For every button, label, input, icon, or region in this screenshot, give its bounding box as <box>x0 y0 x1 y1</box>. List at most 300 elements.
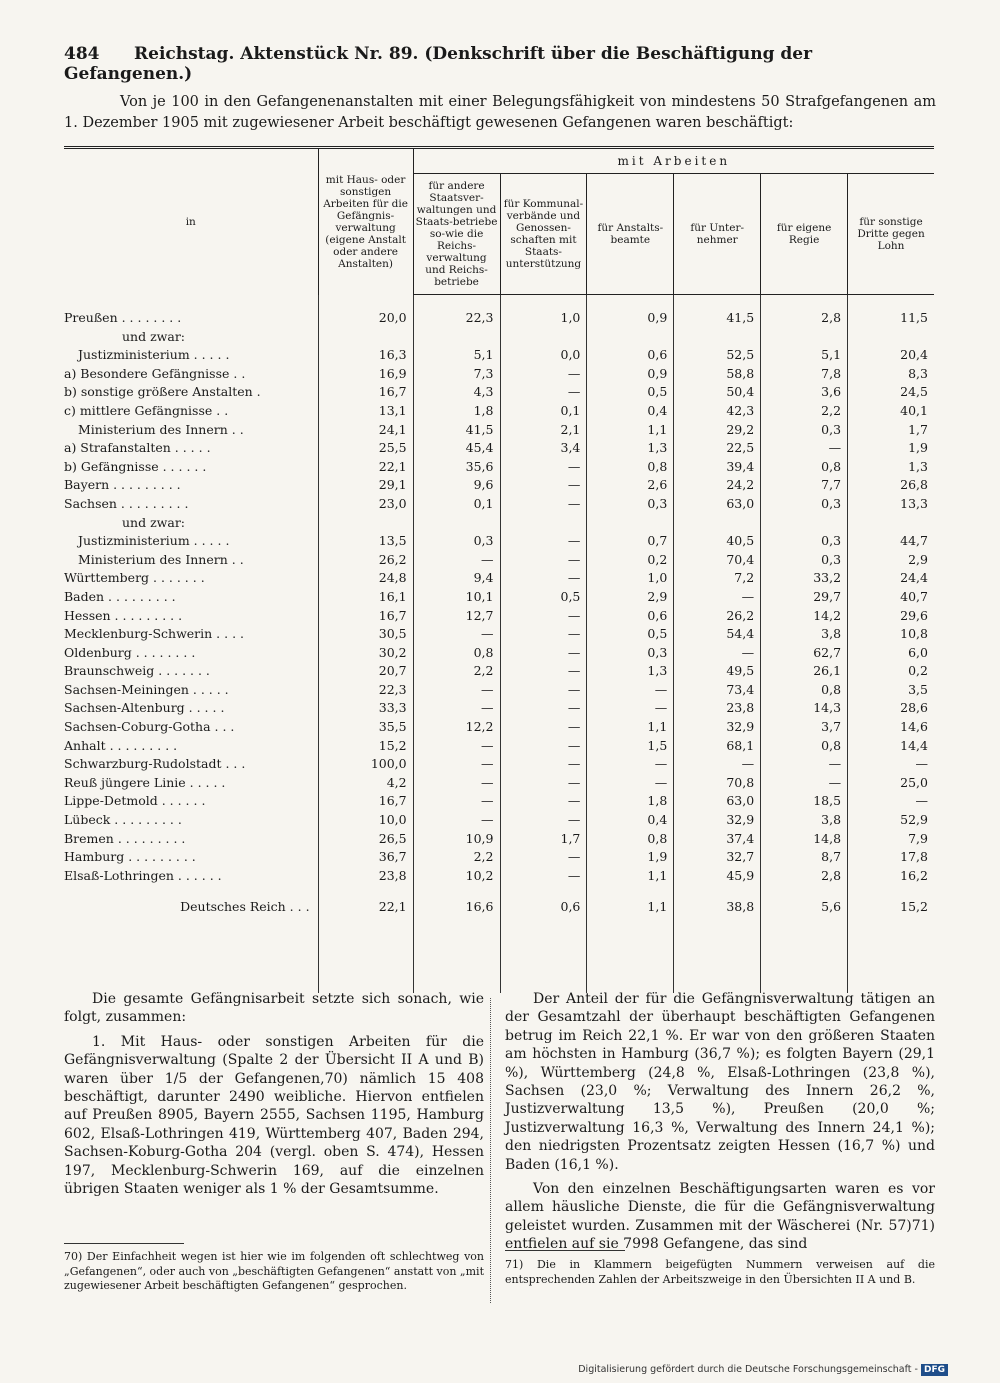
cell-c4: 1,8 <box>587 792 674 811</box>
cell-c4: 0,8 <box>587 830 674 849</box>
cell-c2: — <box>413 681 500 700</box>
cell-c6: 7,7 <box>761 476 848 495</box>
cell-c5 <box>674 328 761 347</box>
cell-c1: 24,1 <box>318 421 413 440</box>
table-row <box>64 421 934 440</box>
cell-c4: 0,9 <box>587 365 674 384</box>
row-label: Oldenburg . . . . . . . . <box>64 644 196 660</box>
cell-c7: 1,9 <box>848 439 934 458</box>
cell-c3: — <box>500 774 587 793</box>
page-number: 484 <box>64 44 100 64</box>
cell-c4: 1,1 <box>587 421 674 440</box>
table-row <box>64 774 934 793</box>
cell-c3: — <box>500 551 587 570</box>
row-label: Elsaß-Lothringen . . . . . . <box>64 867 222 883</box>
cell-c5: 39,4 <box>674 458 761 477</box>
row-label: Bremen . . . . . . . . . <box>64 830 186 846</box>
cell-c2: — <box>413 551 500 570</box>
cell-c5: 52,5 <box>674 346 761 365</box>
table-row <box>64 662 934 681</box>
paragraph: Von den einzelnen Beschäftigungsarten waren es vor allem häusliche Dienste, die für die Gefängnisverwaltung geleistet wurden. Zusammen mit der Wäscherei (Nr. 57)71) entfielen auf sie 7998 Gefangene, das sind <box>505 1181 935 1253</box>
table-row <box>64 625 934 644</box>
cell-c6: 0,8 <box>761 737 848 756</box>
cell-c2: 10,2 <box>413 867 500 886</box>
cell-c7: 40,1 <box>848 402 934 421</box>
cell-c1: 30,2 <box>318 644 413 663</box>
cell-c5: 41,5 <box>674 295 761 328</box>
cell-c6: 18,5 <box>761 792 848 811</box>
cell-c4: 1,5 <box>587 737 674 756</box>
cell-c1: 26,2 <box>318 551 413 570</box>
row-label: und zwar: <box>122 328 186 344</box>
cell-c6: 2,8 <box>761 295 848 328</box>
cell-c6: 14,8 <box>761 830 848 849</box>
cell-c5: 70,8 <box>674 774 761 793</box>
cell-c3: 0,0 <box>500 346 587 365</box>
cell-c2: 12,2 <box>413 718 500 737</box>
cell-c5: 40,5 <box>674 532 761 551</box>
row-label: Sachsen-Coburg-Gotha . . . <box>64 719 235 735</box>
cell-c4: 0,4 <box>587 811 674 830</box>
table-row <box>64 495 934 514</box>
cell-c6: 29,7 <box>761 588 848 607</box>
cell-c7: 20,4 <box>848 346 934 365</box>
cell-c3: — <box>500 848 587 867</box>
dfg-logo: DFG <box>921 1364 948 1376</box>
table-row <box>64 458 934 477</box>
cell-c1: 20,7 <box>318 662 413 681</box>
cell-c1: 36,7 <box>318 848 413 867</box>
col-header-in: in <box>64 148 318 295</box>
row-label: Bayern . . . . . . . . . <box>64 477 181 493</box>
cell-c6: 2,2 <box>761 402 848 421</box>
paragraph: Die gesamte Gefängnisarbeit setzte sich sonach, wie folgt, zusammen: <box>64 991 484 1026</box>
row-label: Justizministerium . . . . . <box>78 347 230 363</box>
cell-c3: — <box>500 365 587 384</box>
cell-c2: 41,5 <box>413 421 500 440</box>
cell-c7 <box>848 514 934 533</box>
cell-c7: 10,8 <box>848 625 934 644</box>
cell-c5: 42,3 <box>674 402 761 421</box>
table-row <box>64 681 934 700</box>
cell-c5: 63,0 <box>674 495 761 514</box>
cell-c4: 0,5 <box>587 625 674 644</box>
cell-c7: 0,2 <box>848 662 934 681</box>
cell-c5: 54,4 <box>674 625 761 644</box>
table-row <box>64 346 934 365</box>
footnote-71: 71) Die in Klammern beigefügten Nummern verweisen auf die entsprechenden Zahlen der Arbeitszweige in den Übersichten II A und B. <box>505 1258 935 1286</box>
cell-c3: 3,4 <box>500 439 587 458</box>
col-header-kommunal: für Kommunal-verbände und Genossen-schaften mit Staats-unterstützung <box>500 174 587 295</box>
cell-c4: — <box>587 681 674 700</box>
cell-c6: 26,1 <box>761 662 848 681</box>
cell-c1: 16,3 <box>318 346 413 365</box>
row-label: Braunschweig . . . . . . . <box>64 663 210 679</box>
cell-c4: 1,9 <box>587 848 674 867</box>
col-header-dritte: für sonstige Dritte gegen Lohn <box>848 174 934 295</box>
total-c4: 1,1 <box>587 885 674 929</box>
left-column <box>64 990 484 1204</box>
cell-c6: — <box>761 755 848 774</box>
cell-c6: 0,8 <box>761 458 848 477</box>
cell-c1: 16,7 <box>318 792 413 811</box>
cell-c6: 2,8 <box>761 867 848 886</box>
cell-c4: 2,9 <box>587 588 674 607</box>
cell-c4: — <box>587 699 674 718</box>
table-row <box>64 811 934 830</box>
cell-c7: 13,3 <box>848 495 934 514</box>
cell-c1: 20,0 <box>318 295 413 328</box>
cell-c3: — <box>500 867 587 886</box>
cell-c1: 25,5 <box>318 439 413 458</box>
cell-c1: 16,1 <box>318 588 413 607</box>
cell-c2: 10,9 <box>413 830 500 849</box>
group-header: mit Arbeiten <box>413 148 934 174</box>
cell-c3 <box>500 328 587 347</box>
table-row <box>64 514 934 533</box>
table-intro: Von je 100 in den Gefangenenanstalten mit einer Belegungsfähigkeit von mindestens 50 Strafgefangenen am 1. Dezember 1905 mit zugewiesener Arbeit beschäftigt gewesenen Gefangenen waren beschäftigt: <box>64 94 936 131</box>
cell-c1: 4,2 <box>318 774 413 793</box>
cell-c1: 24,8 <box>318 569 413 588</box>
cell-c2: 9,6 <box>413 476 500 495</box>
paragraph: Der Anteil der für die Gefängnisverwaltung tätigen an der Gesamtzahl der überhaupt beschäftigten Gefangenen betrug im Reich 22,1 %. Er war von den größeren Staaten am höchsten in Hamburg (36,7 %); es folgten Bayern (29,1 %), Württemberg (24,8 %, Elsaß-Lothringen (23,8 %), Sachsen (23,0 %; Verwaltung des Innern 26,2 %, Justizverwaltung 13,5 %), Preußen (20,0 %; Justizverwaltung 16,3 %, Verwaltung des Innern 24,1 %); den niedrigsten Prozentsatz zeigten Hessen (16,7 %) und Baden (16,1 %). <box>505 991 935 1173</box>
table-row <box>64 867 934 886</box>
cell-c6 <box>761 514 848 533</box>
cell-c1: 29,1 <box>318 476 413 495</box>
cell-c6: 0,3 <box>761 532 848 551</box>
cell-c5: 23,8 <box>674 699 761 718</box>
cell-c3: — <box>500 644 587 663</box>
table-row <box>64 588 934 607</box>
row-label: Preußen . . . . . . . . <box>64 309 182 325</box>
cell-c2: 12,7 <box>413 607 500 626</box>
footer-text: Digitalisierung gefördert durch die Deutsche Forschungsgemeinschaft - <box>578 1364 918 1375</box>
cell-c4: 0,6 <box>587 346 674 365</box>
cell-c3: 2,1 <box>500 421 587 440</box>
cell-c2: 2,2 <box>413 662 500 681</box>
cell-c3: 1,0 <box>500 295 587 328</box>
table-row <box>64 551 934 570</box>
row-label: Sachsen-Altenburg . . . . . <box>64 700 225 716</box>
cell-c7: 2,9 <box>848 551 934 570</box>
cell-c2: — <box>413 625 500 644</box>
cell-c7: 24,5 <box>848 383 934 402</box>
cell-c2: — <box>413 755 500 774</box>
table-row <box>64 532 934 551</box>
cell-c2: 5,1 <box>413 346 500 365</box>
cell-c3: — <box>500 495 587 514</box>
cell-c2: 22,3 <box>413 295 500 328</box>
table-row <box>64 569 934 588</box>
col-header-haus: mit Haus- oder sonstigen Arbeiten für die Gefängnis-verwaltung (eigene Anstalt oder andere Anstalten) <box>318 148 413 295</box>
footnote-70: 70) Der Einfachheit wegen ist hier wie im folgenden oft schlechtweg von „Gefangenen“, oder auch von „beschäftigten Gefangenen“ anstatt von „mit zugewiesener Arbeit beschäftigten Gefangenen“ gesprochen. <box>64 1250 484 1292</box>
table-row <box>64 644 934 663</box>
cell-c5: — <box>674 644 761 663</box>
cell-c6: 33,2 <box>761 569 848 588</box>
cell-c3: — <box>500 383 587 402</box>
right-column <box>505 990 935 1260</box>
cell-c7: 3,5 <box>848 681 934 700</box>
table-row <box>64 718 934 737</box>
cell-c3: — <box>500 792 587 811</box>
col-header-beamte: für Anstalts-beamte <box>587 174 674 295</box>
row-label: Lübeck . . . . . . . . . <box>64 812 182 828</box>
total-c1: 22,1 <box>318 885 413 929</box>
cell-c4: — <box>587 755 674 774</box>
cell-c1: 23,0 <box>318 495 413 514</box>
cell-c6: 14,3 <box>761 699 848 718</box>
cell-c4: 1,1 <box>587 867 674 886</box>
cell-c5: 50,4 <box>674 383 761 402</box>
cell-c4: 0,2 <box>587 551 674 570</box>
cell-c5: — <box>674 755 761 774</box>
statistics-table <box>64 146 934 993</box>
cell-c2: 2,2 <box>413 848 500 867</box>
cell-c4 <box>587 514 674 533</box>
table-row <box>64 365 934 384</box>
cell-c4: 0,3 <box>587 644 674 663</box>
cell-c5: 32,7 <box>674 848 761 867</box>
cell-c3: — <box>500 625 587 644</box>
cell-c2: 9,4 <box>413 569 500 588</box>
cell-c3 <box>500 514 587 533</box>
cell-c3: — <box>500 755 587 774</box>
cell-c6: 3,8 <box>761 625 848 644</box>
cell-c1: 100,0 <box>318 755 413 774</box>
cell-c5: 22,5 <box>674 439 761 458</box>
cell-c4: 1,0 <box>587 569 674 588</box>
cell-c2: — <box>413 774 500 793</box>
cell-c1 <box>318 328 413 347</box>
cell-c6: 5,1 <box>761 346 848 365</box>
total-row <box>64 885 934 929</box>
cell-c6 <box>761 328 848 347</box>
cell-c6: 3,7 <box>761 718 848 737</box>
total-c3: 0,6 <box>500 885 587 929</box>
cell-c7: 24,4 <box>848 569 934 588</box>
cell-c2: 10,1 <box>413 588 500 607</box>
table-row <box>64 737 934 756</box>
cell-c7: 11,5 <box>848 295 934 328</box>
table-row <box>64 848 934 867</box>
cell-c4: 2,6 <box>587 476 674 495</box>
row-label: Württemberg . . . . . . . <box>64 570 205 586</box>
total-c6: 5,6 <box>761 885 848 929</box>
cell-c6: 14,2 <box>761 607 848 626</box>
cell-c5: 70,4 <box>674 551 761 570</box>
cell-c6: 0,8 <box>761 681 848 700</box>
cell-c1: 22,3 <box>318 681 413 700</box>
cell-c1: 13,5 <box>318 532 413 551</box>
cell-c3: — <box>500 569 587 588</box>
cell-c6: 0,3 <box>761 421 848 440</box>
cell-c2: 4,3 <box>413 383 500 402</box>
cell-c6: 7,8 <box>761 365 848 384</box>
cell-c3: 0,5 <box>500 588 587 607</box>
cell-c6: 0,3 <box>761 551 848 570</box>
cell-c7: 1,7 <box>848 421 934 440</box>
cell-c5 <box>674 514 761 533</box>
cell-c4: 1,3 <box>587 439 674 458</box>
footnote-rule <box>505 1250 625 1251</box>
table-row <box>64 607 934 626</box>
cell-c3: — <box>500 532 587 551</box>
table-row <box>64 383 934 402</box>
row-label: Hamburg . . . . . . . . . <box>64 849 196 865</box>
col-header-regie: für eigene Regie <box>761 174 848 295</box>
cell-c5: 26,2 <box>674 607 761 626</box>
cell-c7: 28,6 <box>848 699 934 718</box>
table-row <box>64 476 934 495</box>
row-label: Baden . . . . . . . . . <box>64 588 176 604</box>
row-label: a) Besondere Gefängnisse . . <box>64 365 246 381</box>
cell-c3: 1,7 <box>500 830 587 849</box>
cell-c5: 37,4 <box>674 830 761 849</box>
cell-c4: 0,4 <box>587 402 674 421</box>
total-c7: 15,2 <box>848 885 934 929</box>
row-label: Justizministerium . . . . . <box>78 533 230 549</box>
cell-c1: 33,3 <box>318 699 413 718</box>
cell-c4: 0,6 <box>587 607 674 626</box>
cell-c2: 45,4 <box>413 439 500 458</box>
cell-c1: 15,2 <box>318 737 413 756</box>
cell-c4: 0,8 <box>587 458 674 477</box>
cell-c2: 1,8 <box>413 402 500 421</box>
cell-c1: 16,7 <box>318 383 413 402</box>
cell-c6: 0,3 <box>761 495 848 514</box>
cell-c7: — <box>848 755 934 774</box>
cell-c5: 29,2 <box>674 421 761 440</box>
footnote-rule <box>64 1243 184 1244</box>
row-label: a) Strafanstalten . . . . . <box>64 440 211 456</box>
cell-c6: 8,7 <box>761 848 848 867</box>
row-label: Sachsen . . . . . . . . . <box>64 495 189 511</box>
cell-c7: 29,6 <box>848 607 934 626</box>
cell-c3: — <box>500 662 587 681</box>
cell-c3: — <box>500 476 587 495</box>
cell-c6: — <box>761 439 848 458</box>
cell-c7: 26,8 <box>848 476 934 495</box>
cell-c7: 25,0 <box>848 774 934 793</box>
column-separator <box>490 998 491 1303</box>
cell-c5: 7,2 <box>674 569 761 588</box>
cell-c3: — <box>500 811 587 830</box>
cell-c5: 68,1 <box>674 737 761 756</box>
cell-c1: 16,7 <box>318 607 413 626</box>
cell-c2: — <box>413 699 500 718</box>
cell-c7: — <box>848 792 934 811</box>
cell-c4: — <box>587 774 674 793</box>
cell-c1: 23,8 <box>318 867 413 886</box>
table-spacer <box>64 929 934 993</box>
cell-c6: 3,8 <box>761 811 848 830</box>
cell-c3: — <box>500 607 587 626</box>
cell-c5: — <box>674 588 761 607</box>
cell-c6: 62,7 <box>761 644 848 663</box>
cell-c4: 1,1 <box>587 718 674 737</box>
cell-c3: — <box>500 718 587 737</box>
cell-c3: — <box>500 699 587 718</box>
row-label: Mecklenburg-Schwerin . . . . <box>64 626 244 642</box>
table-row <box>64 792 934 811</box>
cell-c7: 7,9 <box>848 830 934 849</box>
cell-c7: 1,3 <box>848 458 934 477</box>
table-row <box>64 295 934 328</box>
row-label: c) mittlere Gefängnisse . . <box>64 402 229 418</box>
cell-c4: 1,3 <box>587 662 674 681</box>
row-label: Reuß jüngere Linie . . . . . <box>64 774 226 790</box>
cell-c1: 26,5 <box>318 830 413 849</box>
table-row <box>64 328 934 347</box>
paragraph: 1. Mit Haus- oder sonstigen Arbeiten für die Gefängnisverwaltung (Spalte 2 der Übersicht II A und B) waren über 1/5 der Gefangenen,70) nämlich 15 408 beschäftigt, darunter 2490 weibliche. Hiervon entfielen auf Preußen 8905, Bayern 2555, Sachsen 1195, Hamburg 602, Elsaß-Lothringen 419, Württemberg 407, Baden 294, Sachsen-Koburg-Gotha 204 (vergl. oben S. 474), Hessen 197, Mecklenburg-Schwerin 169, auf die einzelnen übrigen Staaten weniger als 1 % der Gesamtsumme. <box>64 1033 484 1198</box>
table-row <box>64 755 934 774</box>
row-label: Schwarzburg-Rudolstadt . . . <box>64 756 246 772</box>
cell-c2: — <box>413 792 500 811</box>
cell-c7: 14,6 <box>848 718 934 737</box>
cell-c7: 8,3 <box>848 365 934 384</box>
cell-c4: 0,9 <box>587 295 674 328</box>
row-label: Sachsen-Meiningen . . . . . <box>64 681 229 697</box>
cell-c1: 16,9 <box>318 365 413 384</box>
cell-c5: 24,2 <box>674 476 761 495</box>
cell-c1 <box>318 514 413 533</box>
total-label: Deutsches Reich . . . <box>180 899 310 915</box>
cell-c2: 7,3 <box>413 365 500 384</box>
page-header <box>64 44 944 84</box>
cell-c7: 17,8 <box>848 848 934 867</box>
cell-c7: 52,9 <box>848 811 934 830</box>
cell-c7: 16,2 <box>848 867 934 886</box>
table-row <box>64 402 934 421</box>
cell-c5: 73,4 <box>674 681 761 700</box>
cell-c6: — <box>761 774 848 793</box>
cell-c2 <box>413 328 500 347</box>
table-row <box>64 830 934 849</box>
cell-c2: 0,8 <box>413 644 500 663</box>
running-title: Reichstag. Aktenstück Nr. 89. (Denkschrift über die Beschäftigung der Gefangenen.) <box>64 44 813 84</box>
cell-c4: 0,7 <box>587 532 674 551</box>
total-c2: 16,6 <box>413 885 500 929</box>
cell-c2: 0,1 <box>413 495 500 514</box>
cell-c2: — <box>413 737 500 756</box>
cell-c1: 35,5 <box>318 718 413 737</box>
row-label: Ministerium des Innern . . <box>78 551 244 567</box>
cell-c3: — <box>500 737 587 756</box>
cell-c2: 35,6 <box>413 458 500 477</box>
cell-c5: 49,5 <box>674 662 761 681</box>
cell-c3: 0,1 <box>500 402 587 421</box>
row-label: Hessen . . . . . . . . . <box>64 607 183 623</box>
cell-c4: 0,5 <box>587 383 674 402</box>
cell-c5: 63,0 <box>674 792 761 811</box>
cell-c1: 10,0 <box>318 811 413 830</box>
col-header-staat: für andere Staatsver-waltungen und Staats-betriebe so-wie die Reichs-verwaltung und Reichs-betriebe <box>413 174 500 295</box>
cell-c7: 14,4 <box>848 737 934 756</box>
cell-c3: — <box>500 681 587 700</box>
row-label: Lippe-Detmold . . . . . . <box>64 793 206 809</box>
row-label: Ministerium des Innern . . <box>78 421 244 437</box>
cell-c5: 32,9 <box>674 811 761 830</box>
cell-c6: 3,6 <box>761 383 848 402</box>
cell-c5: 32,9 <box>674 718 761 737</box>
cell-c3: — <box>500 458 587 477</box>
row-label: b) Gefängnisse . . . . . . <box>64 458 207 474</box>
cell-c7 <box>848 328 934 347</box>
col-header-unternehmer: für Unter-nehmer <box>674 174 761 295</box>
cell-c5: 45,9 <box>674 867 761 886</box>
cell-c7: 40,7 <box>848 588 934 607</box>
cell-c7: 6,0 <box>848 644 934 663</box>
